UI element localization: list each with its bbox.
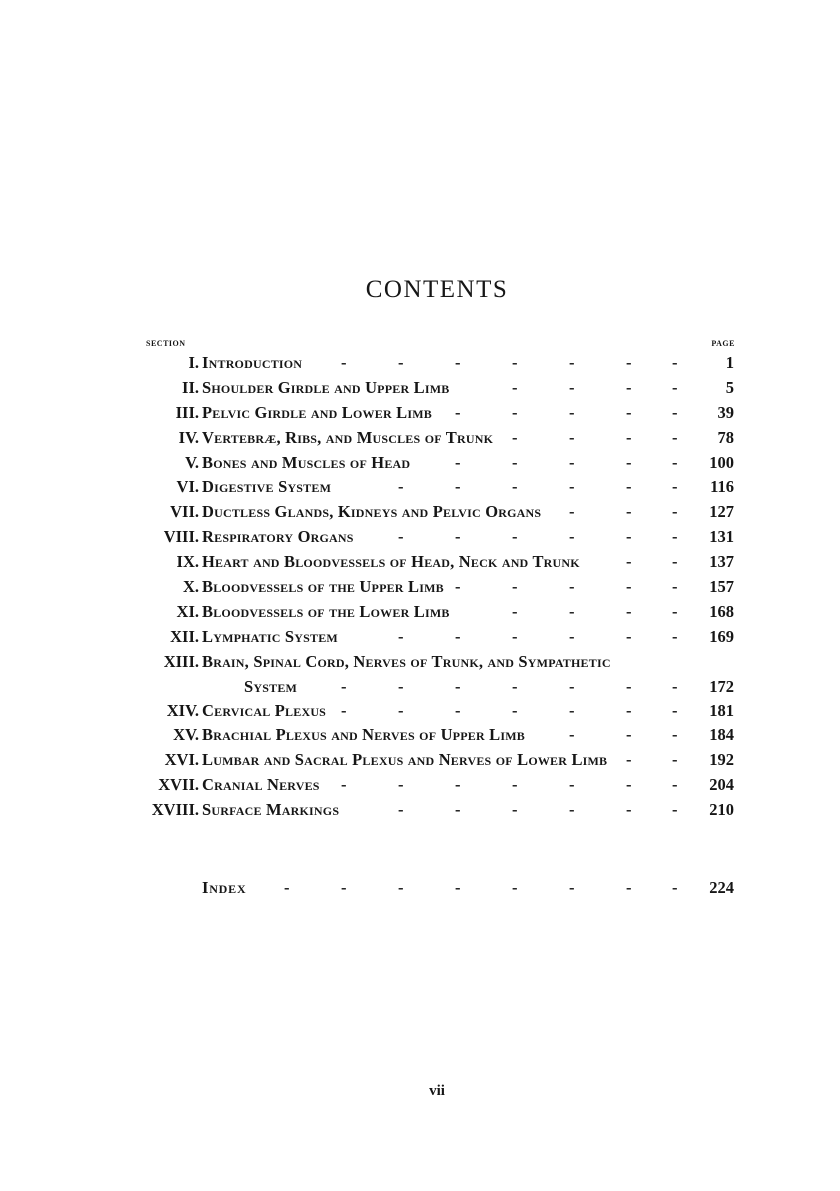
section-number: III. — [175, 402, 199, 422]
toc-entry[interactable] — [0, 600, 840, 625]
section-number: XIII. — [163, 651, 199, 671]
leader-dash: - — [569, 800, 575, 820]
toc-entry[interactable] — [0, 575, 840, 600]
page-number: 131 — [709, 527, 734, 547]
leader-dash: - — [512, 601, 518, 621]
page-number: 100 — [709, 452, 734, 472]
leader-dash: - — [455, 676, 461, 696]
leader-dash: - — [512, 353, 518, 372]
leader-dash: - — [569, 601, 575, 621]
toc-entry[interactable] — [0, 798, 840, 823]
leader-dash: - — [626, 601, 632, 621]
leader-dash: - — [672, 725, 678, 745]
leader-dash: - — [626, 377, 632, 397]
leader-dash: - — [626, 700, 632, 720]
section-number: IV. — [178, 427, 199, 447]
leader-dash: - — [512, 427, 518, 447]
leader-dash: - — [672, 527, 678, 547]
leader-dash: - — [626, 427, 632, 447]
leader-dash: - — [398, 527, 404, 547]
leader-dash: - — [341, 775, 347, 795]
leader-dash: - — [455, 800, 461, 820]
leader-dash: - — [512, 527, 518, 547]
leader-dash: - — [512, 377, 518, 397]
section-number: XVI. — [164, 750, 199, 770]
section-title: Vertebræ, Ribs, and Muscles of Trunk — [202, 427, 494, 447]
leader-dash: - — [341, 700, 347, 720]
section-title: Digestive System — [202, 477, 332, 497]
leader-dash: - — [512, 800, 518, 820]
leader-dash: - — [626, 527, 632, 547]
leader-dash: - — [569, 577, 575, 597]
leader-dash: - — [672, 552, 678, 572]
section-title: Respiratory Organs — [202, 527, 354, 547]
leader-dash: - — [672, 452, 678, 472]
leader-dash: - — [626, 878, 632, 897]
section-number: V. — [185, 452, 199, 472]
page-number: 1 — [725, 353, 734, 372]
page-number: 181 — [709, 700, 734, 720]
leader-dash: - — [569, 353, 575, 372]
page-number: 210 — [709, 800, 734, 820]
leader-dash: - — [672, 353, 678, 372]
leader-dash: - — [455, 527, 461, 547]
page-folio: vii — [429, 1083, 445, 1099]
leader-dash: - — [626, 676, 632, 696]
leader-dash: - — [672, 502, 678, 522]
leader-dash: - — [398, 775, 404, 795]
page-number: 172 — [709, 676, 734, 696]
leader-dash: - — [512, 676, 518, 696]
leader-dash: - — [569, 527, 575, 547]
leader-dash: - — [672, 676, 678, 696]
section-title: Pelvic Girdle and Lower Limb — [202, 402, 432, 422]
leader-dash: - — [672, 477, 678, 497]
page-number: 78 — [717, 427, 734, 447]
toc-entry[interactable] — [0, 475, 840, 500]
toc-entry[interactable] — [0, 625, 840, 650]
leader-dash: - — [626, 353, 632, 372]
leader-dash: - — [672, 577, 678, 597]
index-title: Index — [202, 878, 247, 897]
leader-dash: - — [455, 353, 461, 372]
page-number: 127 — [709, 502, 734, 522]
leader-dash: - — [398, 477, 404, 497]
section-title: Bloodvessels of the Upper Limb — [202, 577, 444, 597]
page-number: 184 — [709, 725, 734, 745]
leader-dash: - — [455, 626, 461, 646]
leader-dash: - — [672, 775, 678, 795]
leader-dash: - — [626, 750, 632, 770]
page-number: 168 — [709, 601, 734, 621]
leader-dash: - — [512, 775, 518, 795]
leader-dash: - — [455, 577, 461, 597]
leader-dash: - — [512, 626, 518, 646]
leader-dash: - — [512, 452, 518, 472]
section-number: VIII. — [163, 527, 199, 547]
leader-dash: - — [569, 377, 575, 397]
page-title: CONTENTS — [365, 276, 509, 303]
leader-dash: - — [672, 700, 678, 720]
page-number: 137 — [709, 552, 734, 572]
leader-dash: - — [569, 452, 575, 472]
leader-dash: - — [626, 477, 632, 497]
toc-index-entry[interactable] — [0, 876, 840, 900]
leader-dash: - — [455, 477, 461, 497]
leader-dash: - — [341, 676, 347, 696]
leader-dash: - — [569, 427, 575, 447]
page-number: 39 — [717, 402, 734, 422]
section-title: Heart and Bloodvessels of Head, Neck and Trunk — [202, 552, 580, 572]
section-title: Cranial Nerves — [202, 775, 320, 795]
leader-dash: - — [569, 477, 575, 497]
toc-entry-continuation[interactable] — [0, 675, 840, 699]
leader-dash: - — [398, 626, 404, 646]
leader-dash: - — [512, 477, 518, 497]
section-title: Cervical Plexus — [202, 700, 327, 720]
leader-dash: - — [626, 800, 632, 820]
leader-dash: - — [398, 353, 404, 372]
index-page-number: 224 — [709, 878, 734, 897]
toc-entry[interactable] — [0, 550, 840, 575]
section-title: Shoulder Girdle and Upper Limb — [202, 377, 450, 397]
section-title: Brachial Plexus and Nerves of Upper Limb — [202, 725, 525, 745]
section-number: XVIII. — [151, 800, 199, 820]
leader-dash: - — [455, 878, 461, 897]
section-number: II. — [182, 377, 199, 397]
leader-dash: - — [341, 878, 347, 897]
leader-dash: - — [626, 502, 632, 522]
section-number: XI. — [176, 601, 199, 621]
leader-dash: - — [512, 402, 518, 422]
page-number: 5 — [725, 377, 734, 397]
section-number: XV. — [173, 725, 199, 745]
toc-entry[interactable] — [0, 525, 840, 550]
section-number: XII. — [170, 626, 199, 646]
section-title: Lumbar and Sacral Plexus and Nerves of Lower Limb — [202, 750, 608, 770]
section-number: XVII. — [158, 775, 199, 795]
section-title: Surface Markings — [202, 800, 340, 820]
section-title: Bones and Muscles of Head — [202, 452, 411, 472]
leader-dash: - — [569, 502, 575, 522]
leader-dash: - — [455, 452, 461, 472]
toc-entry[interactable] — [0, 401, 840, 426]
toc-entry[interactable] — [0, 426, 840, 451]
leader-dash: - — [672, 878, 678, 897]
leader-dash: - — [626, 402, 632, 422]
page-number: 192 — [709, 750, 734, 770]
leader-dash: - — [569, 878, 575, 897]
section-title: Lymphatic System — [202, 626, 338, 646]
leader-dash: - — [284, 878, 290, 897]
section-number: IX. — [176, 552, 199, 572]
section-title: Bloodvessels of the Lower Limb — [202, 601, 450, 621]
toc-entry[interactable] — [0, 748, 840, 773]
leader-dash: - — [626, 577, 632, 597]
leader-dash: - — [398, 676, 404, 696]
leader-dash: - — [341, 353, 347, 372]
leader-dash: - — [569, 676, 575, 696]
section-column-header: SECTION — [146, 339, 186, 348]
section-number: I. — [188, 353, 199, 372]
leader-dash: - — [398, 878, 404, 897]
section-title-continuation: System — [244, 676, 298, 696]
leader-dash: - — [672, 427, 678, 447]
leader-dash: - — [626, 552, 632, 572]
leader-dash: - — [569, 402, 575, 422]
leader-dash: - — [672, 750, 678, 770]
leader-dash: - — [672, 800, 678, 820]
section-title: Brain, Spinal Cord, Nerves of Trunk, and Sympathetic — [202, 651, 611, 671]
leader-dash: - — [455, 700, 461, 720]
section-number: VI. — [176, 477, 199, 497]
leader-dash: - — [672, 377, 678, 397]
leader-dash: - — [512, 878, 518, 897]
toc-entry[interactable] — [0, 451, 840, 476]
section-number: XIV. — [166, 700, 199, 720]
leader-dash: - — [455, 775, 461, 795]
leader-dash: - — [672, 601, 678, 621]
leader-dash: - — [569, 775, 575, 795]
leader-dash: - — [626, 775, 632, 795]
leader-dash: - — [512, 700, 518, 720]
leader-dash: - — [672, 626, 678, 646]
leader-dash: - — [398, 800, 404, 820]
leader-dash: - — [569, 725, 575, 745]
section-number: X. — [182, 577, 199, 597]
leader-dash: - — [672, 402, 678, 422]
leader-dash: - — [626, 452, 632, 472]
leader-dash: - — [512, 577, 518, 597]
section-number: VII. — [170, 502, 199, 522]
leader-dash: - — [569, 700, 575, 720]
leader-dash: - — [626, 725, 632, 745]
page-column-header: PAGE — [711, 339, 735, 348]
page-number: 169 — [709, 626, 734, 646]
table-of-contents — [0, 351, 840, 823]
toc-entry[interactable] — [0, 376, 840, 401]
section-title: Introduction — [202, 353, 303, 372]
toc-entry[interactable] — [0, 351, 840, 376]
toc-entry[interactable] — [0, 723, 840, 748]
toc-entry[interactable] — [0, 500, 840, 525]
page-number: 116 — [710, 477, 734, 497]
toc-entry[interactable] — [0, 699, 840, 724]
leader-dash: - — [398, 700, 404, 720]
toc-entry[interactable] — [0, 650, 840, 675]
page-number: 204 — [709, 775, 734, 795]
section-title: Ductless Glands, Kidneys and Pelvic Organs — [202, 502, 542, 522]
leader-dash: - — [626, 626, 632, 646]
leader-dash: - — [569, 626, 575, 646]
page-number: 157 — [709, 577, 734, 597]
toc-entry[interactable] — [0, 773, 840, 798]
leader-dash: - — [455, 402, 461, 422]
